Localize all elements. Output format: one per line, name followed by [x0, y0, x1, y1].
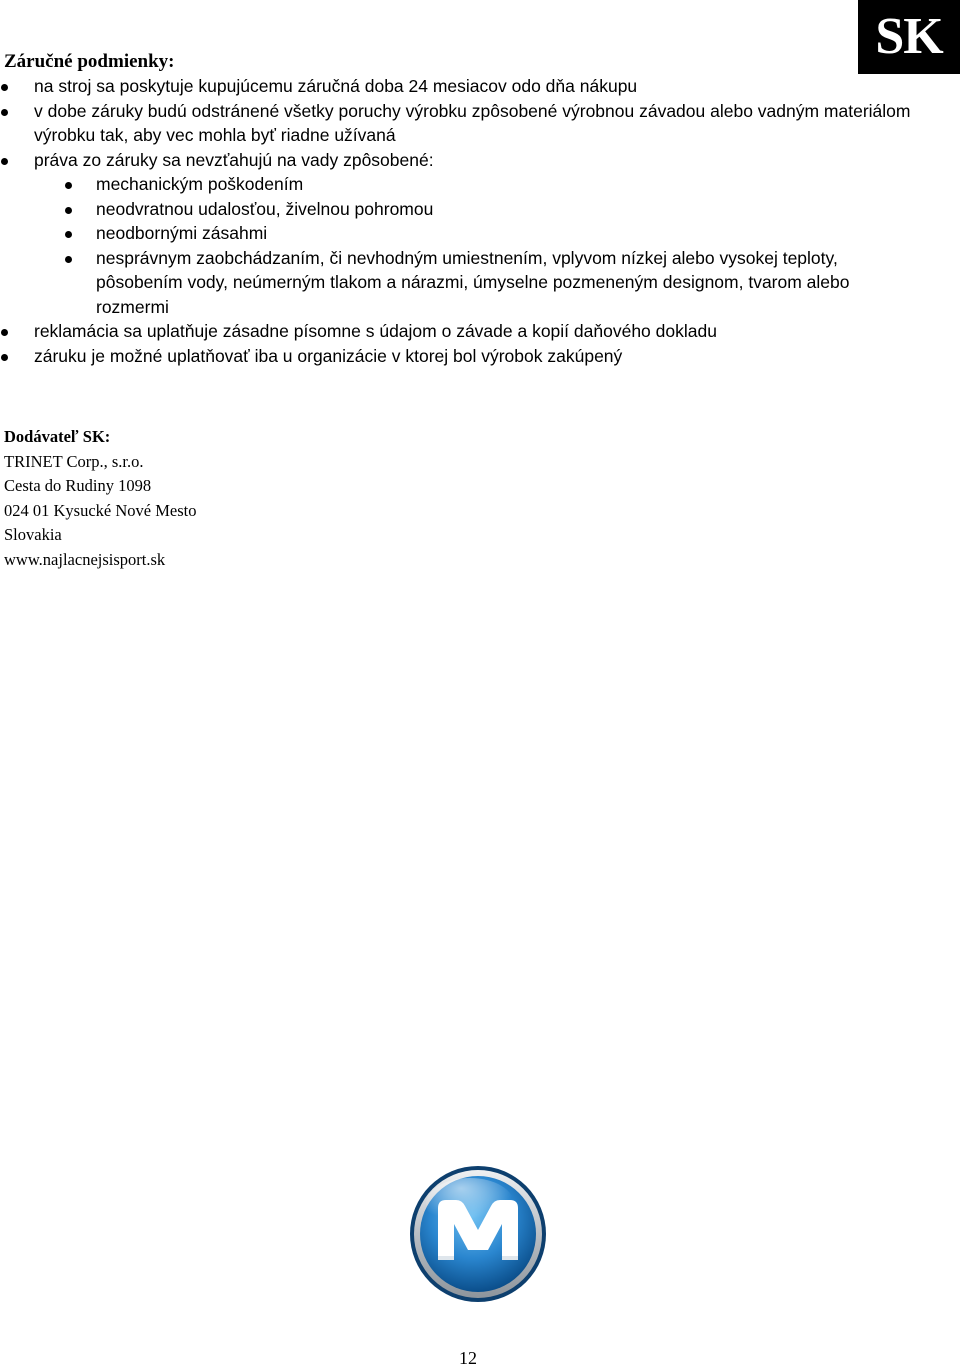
- supplier-city: 024 01 Kysucké Nové Mesto: [4, 500, 197, 520]
- supplier-website[interactable]: www.najlacnejsisport.sk: [4, 549, 166, 569]
- warranty-list: [0, 74, 920, 368]
- warranty-conditions: [0, 74, 920, 368]
- supplier-company: TRINET Corp., s.r.o.: [4, 451, 144, 471]
- supplier-label: Dodávateľ SK:: [4, 427, 111, 446]
- warranty-item-label: práva zo záruky sa nevzťahujú na vady zpôsobené:: [34, 149, 434, 170]
- warranty-item: na stroj sa poskytuje kupujúcemu záručná doba 24 mesiacov odo dňa nákupu: [0, 74, 920, 99]
- exclusion-item: nesprávnym zaobchádzaním, či nevhodným umiestnením, vplyvom nízkej alebo vysokej teploty, pôsobením vody, neúmerným tlakom a nárazmi, úmyselne pozmeneným designom, tvarom alebo rozmermi: [64, 246, 920, 320]
- supplier-street: Cesta do Rudiny 1098: [4, 476, 152, 495]
- warranty-item: v dobe záruky budú odstránené všetky poruchy výrobku zpôsobené výrobnou závadou alebo vadným materiálom výrobku tak, aby vec mohla byť riadne užívaná: [0, 99, 920, 148]
- exclusion-item: neodvratnou udalosťou, živelnou pohromou: [64, 197, 920, 222]
- exclusion-list: [64, 172, 920, 319]
- supplier-block: [4, 425, 196, 572]
- warranty-heading: Záručné podmienky:: [4, 51, 175, 72]
- exclusion-item: neodbornými zásahmi: [64, 221, 920, 246]
- language-badge: SK: [858, 0, 960, 74]
- brand-logo-icon: [408, 1164, 548, 1304]
- warranty-item: reklamácia sa uplatňuje zásadne písomne s údajom o závade a kopií daňového dokladu: [0, 319, 920, 344]
- page-number: 12: [459, 1348, 477, 1368]
- warranty-item-exclusions: [0, 148, 920, 320]
- supplier-country: Slovakia: [4, 525, 62, 544]
- warranty-item: záruku je možné uplatňovať iba u organizácie v ktorej bol výrobok zakúpený: [0, 344, 920, 369]
- exclusion-item: mechanickým poškodením: [64, 172, 920, 197]
